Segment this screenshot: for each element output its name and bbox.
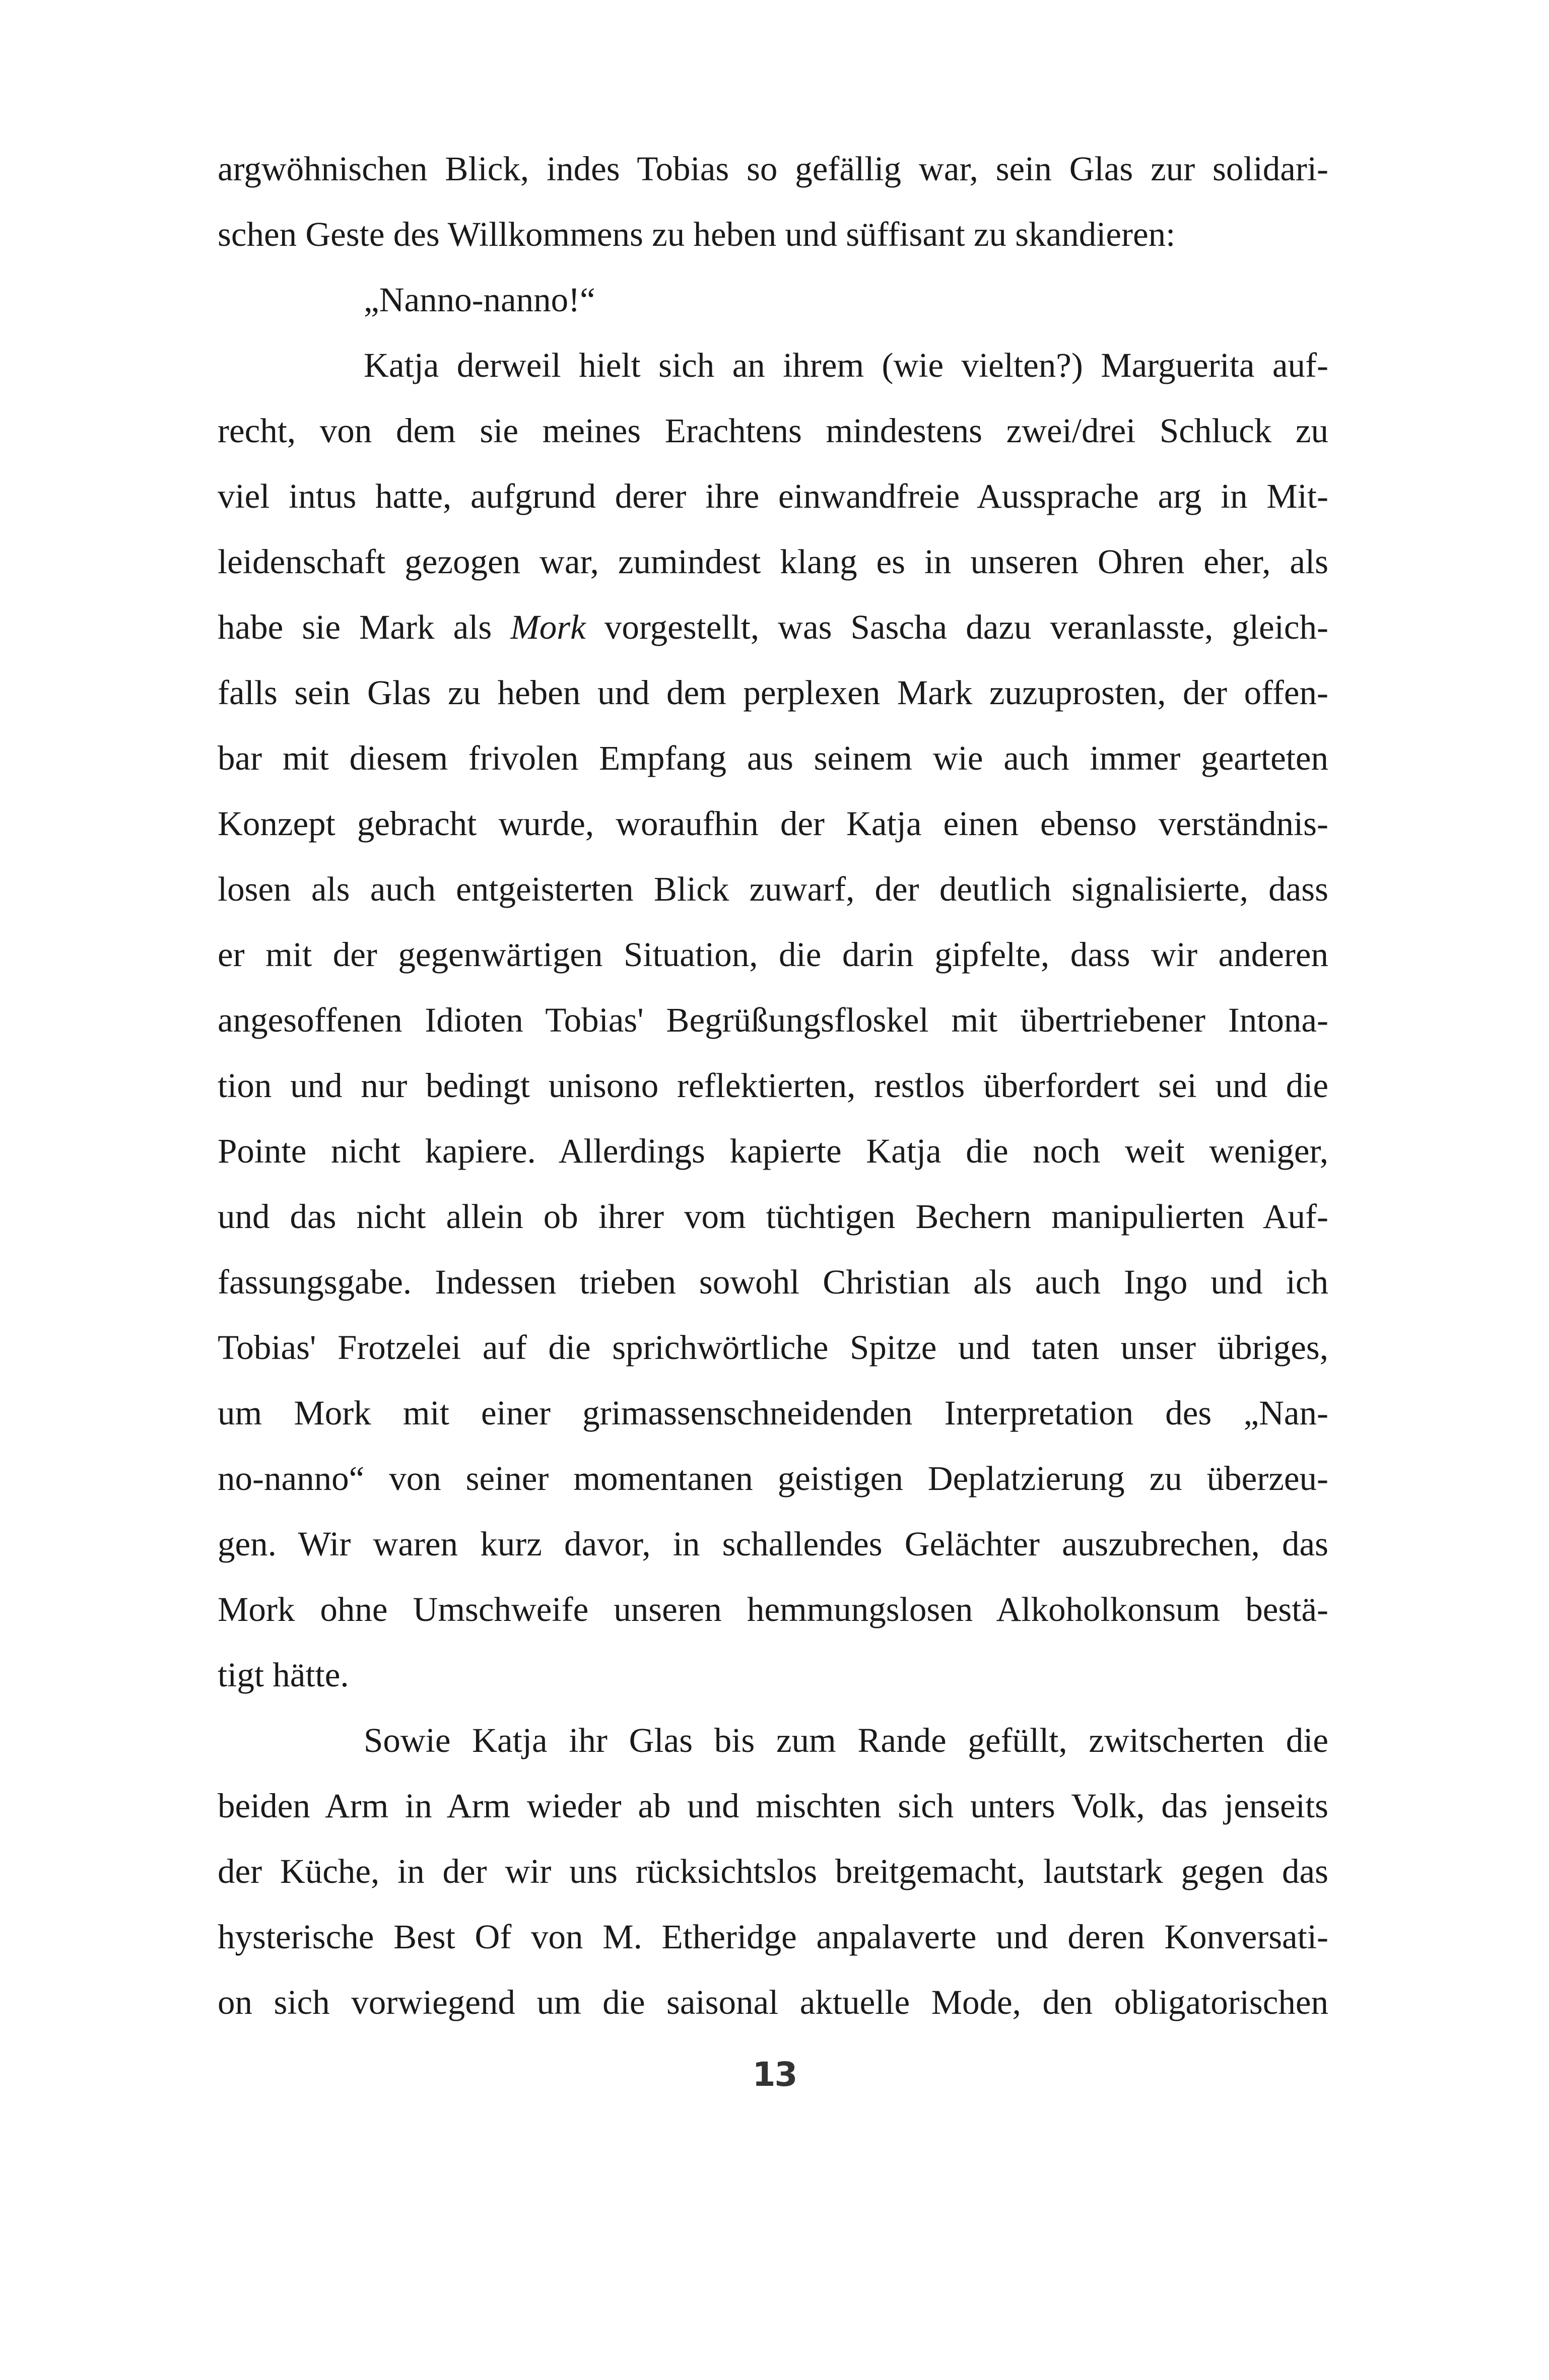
text-line: falls sein Glas zu heben und dem perplexen Mark zuzuprosten, der offen- [218, 673, 1328, 712]
text-line: tigt hätte. [218, 1656, 349, 1694]
text-line: Mork ohne Umschweife unseren hemmungslosen Alkoholkonsum bestä- [218, 1590, 1328, 1628]
text-line: viel intus hatte, aufgrund derer ihre einwandfreie Aussprache arg in Mit- [218, 477, 1328, 515]
text-line: on sich vorwiegend um die saisonal aktuelle Mode, den obligatorischen [218, 1983, 1328, 2021]
text-line: tion und nur bedingt unisono reflektierten, restlos überfordert sei und die [218, 1066, 1328, 1105]
text-line: Katja derweil hielt sich an ihrem (wie vielten?) Marguerita auf- [364, 346, 1328, 384]
text-line: Pointe nicht kapiere. Allerdings kapierte Katja die noch weit weniger, [218, 1132, 1328, 1170]
text-line: und das nicht allein ob ihrer vom tüchtigen Bechern manipulierten Auf- [218, 1197, 1328, 1236]
text-segment: vorgestellt, was Sascha dazu veranlasste, gleich- [585, 608, 1328, 646]
text-line: bar mit diesem frivolen Empfang aus seinem wie auch immer gearteten [218, 739, 1328, 777]
text-line: leidenschaft gezogen war, zumindest klang es in unseren Ohren eher, als [218, 542, 1328, 581]
text-line: losen als auch entgeisterten Blick zuwarf, der deutlich signalisierte, dass [218, 870, 1328, 908]
page-number: 13 [752, 2055, 797, 2094]
text-line: beiden Arm in Arm wieder ab und mischten sich unters Volk, das jenseits [218, 1787, 1328, 1825]
text-line: recht, von dem sie meines Erachtens mindestens zwei/drei Schluck zu [218, 412, 1328, 450]
body-text [218, 136, 1328, 2035]
text-line: schen Geste des Willkommens zu heben und süffisant zu skandieren: [218, 215, 1176, 253]
text-line [218, 594, 1328, 660]
text-line: argwöhnischen Blick, indes Tobias so gefällig war, sein Glas zur solidari- [218, 150, 1328, 188]
text-line: Tobias' Frotzelei auf die sprichwörtliche Spitze und taten unser übriges, [218, 1328, 1328, 1367]
text-segment: habe sie Mark als [218, 608, 511, 646]
text-line: no-nanno“ von seiner momentanen geistigen Deplatzierung zu überzeu- [218, 1459, 1328, 1498]
text-line: Konzept gebracht wurde, woraufhin der Katja einen ebenso verständnis- [218, 804, 1328, 843]
text-line: gen. Wir waren kurz davor, in schallendes Gelächter auszubrechen, das [218, 1525, 1328, 1563]
text-line: „Nanno-nanno!“ [364, 281, 595, 319]
text-line: fassungsgabe. Indessen trieben sowohl Christian als auch Ingo und ich [218, 1263, 1328, 1301]
italic-name: Mork [510, 608, 586, 646]
text-line: hysterische Best Of von M. Etheridge anpalaverte und deren Konversati- [218, 1918, 1328, 1956]
text-line: um Mork mit einer grimassenschneidenden Interpretation des „Nan- [218, 1394, 1328, 1432]
text-line: angesoffenen Idioten Tobias' Begrüßungsfloskel mit übertriebener Intona- [218, 1001, 1328, 1039]
text-line: der Küche, in der wir uns rücksichtslos breitgemacht, lautstark gegen das [218, 1852, 1328, 1890]
text-line: Sowie Katja ihr Glas bis zum Rande gefüllt, zwitscherten die [364, 1721, 1328, 1759]
text-line: er mit der gegenwärtigen Situation, die darin gipfelte, dass wir anderen [218, 935, 1328, 974]
